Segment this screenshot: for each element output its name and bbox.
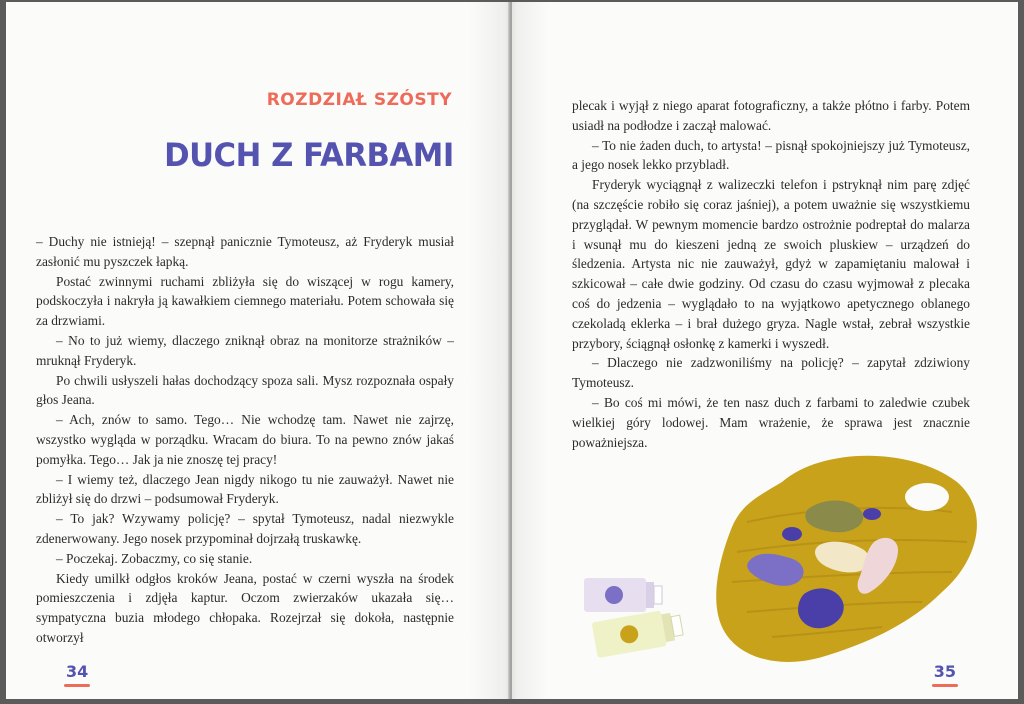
- paragraph: – To nie żaden duch, to artysta! – pisnął spokojniejszy już Tymoteusz, a jego nosek lekko przybladł.: [572, 137, 970, 173]
- paragraph: – No to już wiemy, dlaczego zniknął obraz na monitorze strażników – mruknął Fryderyk.: [36, 332, 454, 368]
- right-page: [512, 2, 1018, 699]
- chapter-label: ROZDZIAŁ SZÓSTY: [266, 90, 452, 110]
- paragraph: – To jak? Wzywamy policję? – spytał Tymoteusz, nadal niezwykle zdenerwowany. Jego nosek przypominał dojrzałą truskawkę.: [36, 511, 454, 546]
- left-page: [6, 2, 510, 699]
- paragraph: Po chwili usłyszeli hałas dochodzący spoza sali. Mysz rozpoznała ospały głos Jeana.: [36, 372, 454, 408]
- paragraph: plecak i wyjął z niego aparat fotograficzny, a także płótno i farby. Potem usiadł na podłodze i zaczął malować.: [572, 98, 970, 133]
- paragraph: – Duchy nie istnieją! – szepnął panicznie Tymoteusz, aż Fryderyk musiał zasłonić mu pyszczek łapką.: [36, 234, 454, 269]
- paragraph: – Ach, znów to samo. Tego… Nie wchodzę tam. Nawet nie zajrzę, wszystko wygląda w porządku. Wracam do biura. To na pewno znów jakaś pomyłka. Tego… Jak ja nie znoszę tej pracy!: [36, 412, 454, 467]
- paint-palette-illustration: [572, 442, 992, 672]
- paint-tube-purple-icon: [584, 578, 662, 612]
- paragraph: Kiedy umilkł odgłos kroków Jeana, postać w czerni wyszła na środek pomieszczenia i zdjęła kaptur. Oczom zwierzaków ukazała się… sympatyczna buzia młodego chłopaka. Rozejrzał się dokoła, następnie otworzył: [36, 570, 454, 645]
- right-page-text: [572, 96, 970, 452]
- paragraph: – I wiemy też, dlaczego Jean nigdy nikogo tu nie zauważył. Nawet nie zbliżył się do drzwi – podsumował Fryderyk.: [36, 471, 454, 507]
- paragraph: – Poczekaj. Zobaczmy, co się stanie.: [56, 550, 253, 566]
- paragraph: Fryderyk wyciągnął z walizeczki telefon i pstryknął nim parę zdjęć (na szczęście robiło się coraz jaśniej), a potem uważnie się wszystkiemu przyglądał. W pewnym momencie bardzo ostrożnie podreptał do malarza i wsunął mu do kieszeni jedną ze swoich pluskiew – urządzeń do śledzenia. Artysta nic nie zauważył, gdyż w zapamiętaniu malował i szkicował – całe dwie godziny. Od czasu do czasu wyjmował z plecaka coś do jedzenia – wyglądało to na wyjątkowo apetycznego oblanego czekoladą eklerka – i brał dużego gryza. Nagle wstał, zebrał wszystkie przybory, ściągnął osłonkę z kamerki i wyszedł.: [572, 177, 970, 351]
- paint-palette-icon: [716, 456, 977, 662]
- chapter-title: DUCH Z FARBAMI: [164, 136, 454, 174]
- page-number-left: 34: [66, 662, 89, 681]
- paragraph: – Dlaczego nie zadzwoniliśmy na policję? – zapytał zdziwiony Tymoteusz.: [572, 355, 970, 391]
- paragraph: Postać zwinnymi ruchami zbliżyła się do wiszącej w rogu kamery, podskoczyła i nakryła ją kawałkiem ciemnego materiału. Potem schowała się za drzwiami.: [36, 273, 454, 329]
- page-number-right: 35: [933, 662, 956, 681]
- paragraph: – Bo coś mi mówi, że ten nasz duch z farbami to zaledwie czubek wielkiej góry lodowej. Mam wrażenie, że sprawa jest znacznie poważniejsza.: [572, 394, 970, 450]
- left-page-text: [36, 232, 454, 648]
- paint-tube-yellow-icon: [592, 607, 685, 658]
